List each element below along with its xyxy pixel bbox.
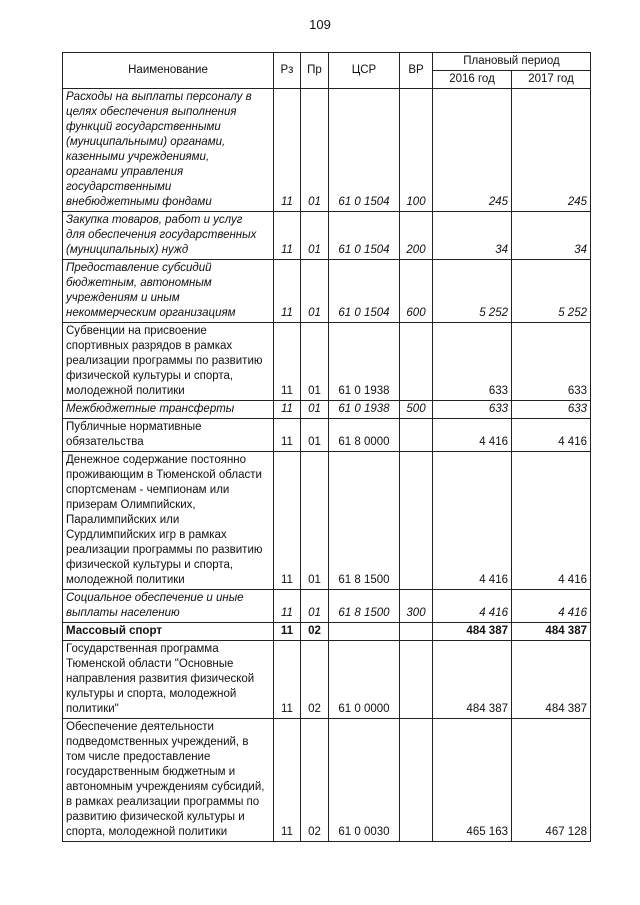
row-csr: 61 0 1938	[329, 323, 400, 401]
header-planned-period: Плановый период	[433, 53, 591, 71]
row-csr: 61 0 0030	[329, 719, 400, 842]
row-amount-2016: 4 416	[433, 419, 512, 452]
row-pr: 01	[301, 323, 329, 401]
table-row	[63, 641, 591, 719]
header-name: Наименование	[63, 53, 274, 89]
row-pr: 01	[301, 401, 329, 419]
row-amount-2016: 34	[433, 212, 512, 260]
row-amount-2016: 465 163	[433, 719, 512, 842]
header-year-2016: 2016 год	[433, 71, 512, 89]
row-rz: 11	[274, 212, 301, 260]
table-body	[63, 89, 591, 842]
row-vr	[400, 719, 433, 842]
row-rz: 11	[274, 623, 301, 641]
row-csr	[329, 623, 400, 641]
row-name: Закупка товаров, работ и услуг для обеспечения государственных (муниципальных) нужд	[63, 212, 274, 260]
row-amount-2017: 4 416	[512, 590, 591, 623]
row-rz: 11	[274, 89, 301, 212]
row-csr: 61 8 1500	[329, 590, 400, 623]
table-row	[63, 452, 591, 590]
row-amount-2016: 633	[433, 401, 512, 419]
row-name: Государственная программа Тюменской области "Основные направления развития физической культуры и спорта, молодежной политики"	[63, 641, 274, 719]
row-csr: 61 0 1504	[329, 89, 400, 212]
row-name: Расходы на выплаты персоналу в целях обеспечения выполнения функций государственными (муниципальными) органами, казенными учреждениями, органами управления государственными внебюджетными фондами	[63, 89, 274, 212]
header-csr: ЦСР	[329, 53, 400, 89]
row-pr: 01	[301, 89, 329, 212]
table-row	[63, 590, 591, 623]
row-amount-2017: 4 416	[512, 419, 591, 452]
row-vr	[400, 452, 433, 590]
row-name: Обеспечение деятельности подведомственных учреждений, в том числе предоставление государственным бюджетным и автономным учреждениям субсидий, в рамках реализации программы по развитию физической культуры и спорта, молодежной политики	[63, 719, 274, 842]
table-row	[63, 260, 591, 323]
row-rz: 11	[274, 260, 301, 323]
row-csr: 61 0 1938	[329, 401, 400, 419]
page-number: 109	[309, 17, 331, 32]
row-rz: 11	[274, 401, 301, 419]
row-pr: 02	[301, 719, 329, 842]
header-year-2017: 2017 год	[512, 71, 591, 89]
row-pr: 01	[301, 260, 329, 323]
header-pr: Пр	[301, 53, 329, 89]
row-amount-2016: 4 416	[433, 590, 512, 623]
row-rz: 11	[274, 452, 301, 590]
row-name: Субвенции на присвоение спортивных разрядов в рамках реализации программы по развитию физической культуры и спорта, молодежной политики	[63, 323, 274, 401]
row-vr: 300	[400, 590, 433, 623]
row-name: Массовый спорт	[63, 623, 274, 641]
row-vr	[400, 623, 433, 641]
row-vr	[400, 641, 433, 719]
row-vr: 600	[400, 260, 433, 323]
header-rz: Рз	[274, 53, 301, 89]
row-amount-2016: 484 387	[433, 623, 512, 641]
row-pr: 01	[301, 590, 329, 623]
row-csr: 61 0 1504	[329, 260, 400, 323]
row-vr	[400, 419, 433, 452]
row-rz: 11	[274, 641, 301, 719]
row-amount-2016: 5 252	[433, 260, 512, 323]
row-pr: 02	[301, 641, 329, 719]
row-pr: 02	[301, 623, 329, 641]
row-amount-2017: 4 416	[512, 452, 591, 590]
row-vr: 200	[400, 212, 433, 260]
row-rz: 11	[274, 590, 301, 623]
row-amount-2016: 484 387	[433, 641, 512, 719]
row-rz: 11	[274, 419, 301, 452]
row-amount-2017: 633	[512, 401, 591, 419]
row-name: Публичные нормативные обязательства	[63, 419, 274, 452]
table-row	[63, 212, 591, 260]
row-name: Социальное обеспечение и иные выплаты населению	[63, 590, 274, 623]
table-header	[63, 53, 591, 89]
row-csr: 61 0 1504	[329, 212, 400, 260]
row-amount-2017: 484 387	[512, 623, 591, 641]
row-pr: 01	[301, 212, 329, 260]
table-row	[63, 89, 591, 212]
table-row	[63, 719, 591, 842]
row-name: Денежное содержание постоянно проживающим в Тюменской области спортсменам - чемпионам или призерам Олимпийских, Паралимпийских или Сурдлимпийских игр в рамках реализации программы по развитию физической культуры и спорта, молодежной политики	[63, 452, 274, 590]
row-name: Межбюджетные трансферты	[63, 401, 274, 419]
row-amount-2016: 4 416	[433, 452, 512, 590]
row-vr: 100	[400, 89, 433, 212]
row-amount-2017: 245	[512, 89, 591, 212]
row-rz: 11	[274, 323, 301, 401]
table-row	[63, 623, 591, 641]
row-amount-2017: 5 252	[512, 260, 591, 323]
row-pr: 01	[301, 452, 329, 590]
row-amount-2016: 633	[433, 323, 512, 401]
row-rz: 11	[274, 719, 301, 842]
table-row	[63, 323, 591, 401]
budget-table	[62, 52, 591, 842]
header-vr: ВР	[400, 53, 433, 89]
row-amount-2017: 34	[512, 212, 591, 260]
row-amount-2017: 467 128	[512, 719, 591, 842]
row-amount-2017: 633	[512, 323, 591, 401]
row-csr: 61 8 1500	[329, 452, 400, 590]
row-name: Предоставление субсидий бюджетным, автономным учреждениям и иным некоммерческим организациям	[63, 260, 274, 323]
table-row	[63, 419, 591, 452]
row-vr	[400, 323, 433, 401]
row-csr: 61 8 0000	[329, 419, 400, 452]
row-pr: 01	[301, 419, 329, 452]
row-csr: 61 0 0000	[329, 641, 400, 719]
row-vr: 500	[400, 401, 433, 419]
table-row	[63, 401, 591, 419]
row-amount-2016: 245	[433, 89, 512, 212]
row-amount-2017: 484 387	[512, 641, 591, 719]
